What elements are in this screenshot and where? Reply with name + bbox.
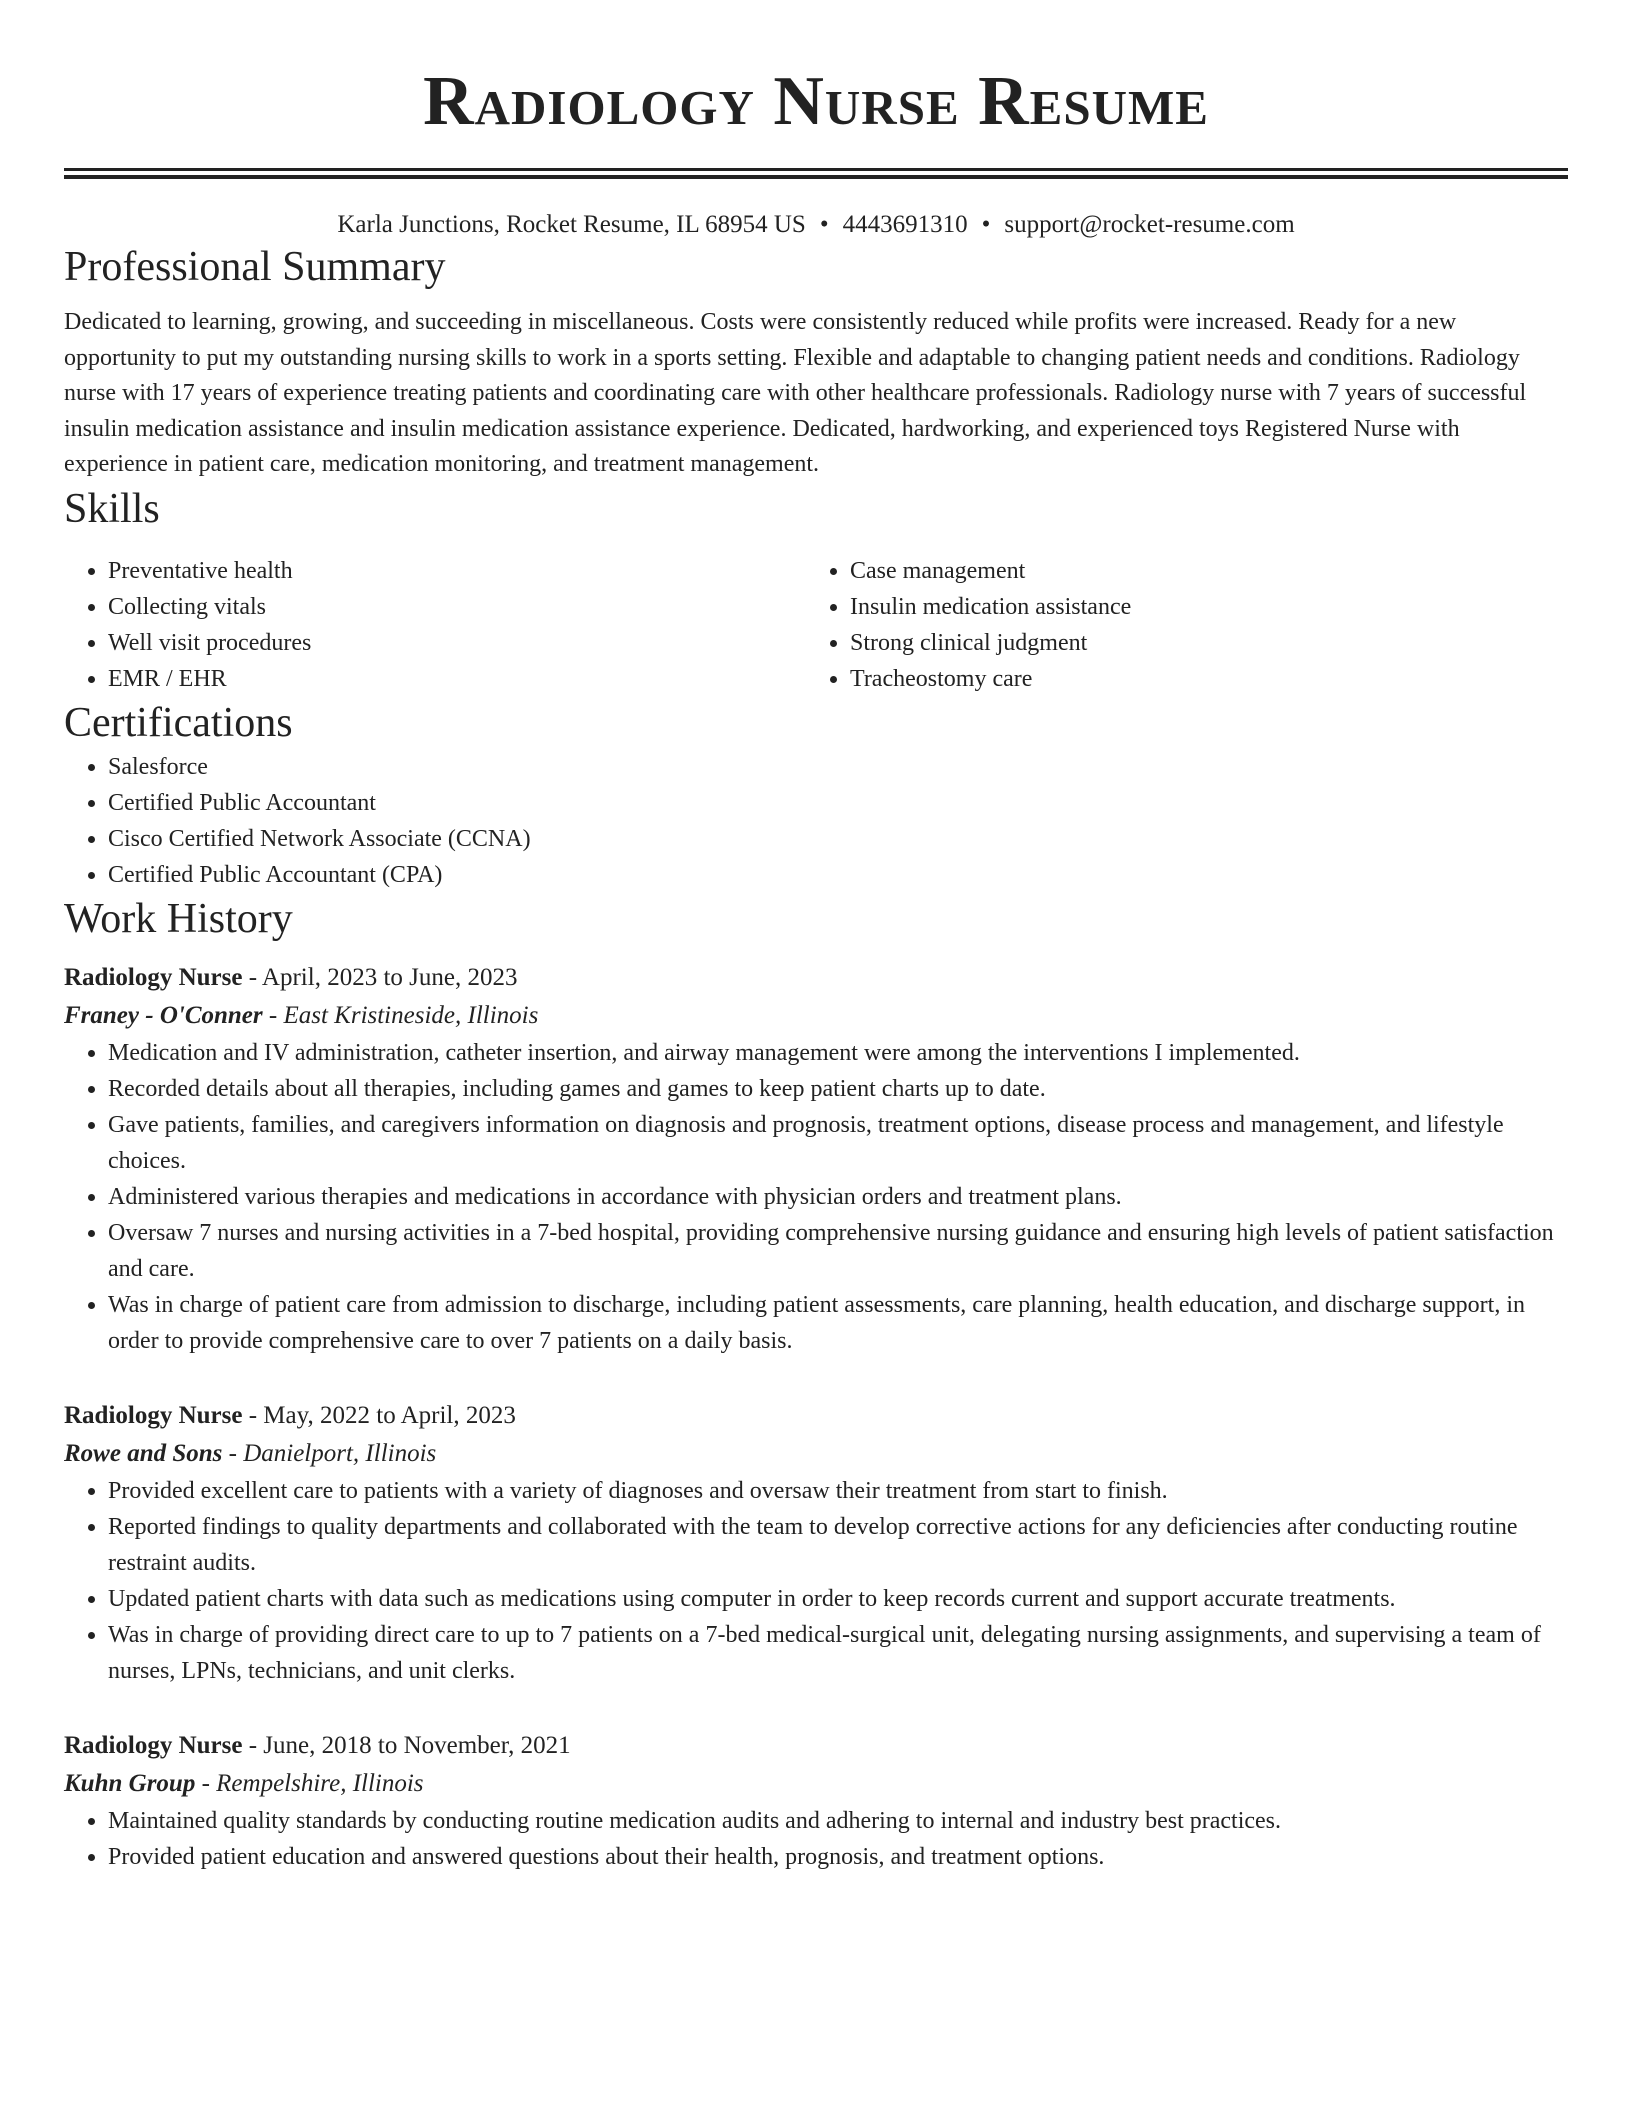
contact-line <box>64 209 1568 241</box>
certification-item: • Certified Public Accountant <box>108 785 1568 821</box>
contact-separator: • <box>819 211 829 238</box>
job-entry <box>64 1727 1568 1875</box>
job-duty: • Was in charge of patient care from admission to discharge, including patient assessments, care planning, health education, and discharge support, in order to provide comprehensive care to over 7 patients on a daily basis. <box>108 1287 1568 1359</box>
title-divider <box>64 168 1568 179</box>
summary-text: Dedicated to learning, growing, and succeeding in miscellaneous. Costs were consistently reduced while profits were increased. Ready for a new opportunity to put my outstanding nursing skills to work in a sports setting. Flexible and adaptable to changing patient needs and conditions. Radiology nurse with 17 years of experience treating patients and coordinating care with other healthcare professionals. Radiology nurse with 7 years of successful insulin medication assistance and insulin medication assistance experience. Dedicated, hardworking, and experienced toys Registered Nurse with experience in patient care, medication monitoring, and treatment management. <box>64 309 1527 477</box>
job-employer <box>64 997 1568 1035</box>
company-location: - Rempelshire, Illinois <box>195 1769 424 1797</box>
job-duty: • Oversaw 7 nurses and nursing activities in a 7-bed hospital, providing comprehensive nursing guidance and ensuring high levels of patient satisfaction and care. <box>108 1215 1568 1287</box>
skill-item: • Well visit procedures <box>108 625 806 661</box>
certification-item: • Certified Public Accountant (CPA) <box>108 857 1568 893</box>
skills-grid <box>64 553 1568 697</box>
skill-item: • Collecting vitals <box>108 589 806 625</box>
certifications-list <box>64 749 1568 893</box>
job-entry <box>64 1397 1568 1689</box>
company-name: Franey - O'Conner <box>64 1001 263 1029</box>
company-location: - Danielport, Illinois <box>222 1439 437 1467</box>
job-title: Radiology Nurse <box>64 1731 243 1759</box>
job-employer <box>64 1435 1568 1473</box>
job-duty: • Recorded details about all therapies, including games and games to keep patient charts up to date. <box>108 1071 1568 1107</box>
skills-list-left <box>64 553 806 697</box>
skill-item: • Preventative health <box>108 553 806 589</box>
job-duty: • Administered various therapies and medications in accordance with physician orders and treatment plans. <box>108 1179 1568 1215</box>
job-duty: • Maintained quality standards by conducting routine medication audits and adhering to internal and industry best practices. <box>108 1803 1568 1839</box>
skill-item: • Case management <box>850 553 1548 589</box>
skill-item: • Tracheostomy care <box>850 661 1548 697</box>
job-duty: • Medication and IV administration, catheter insertion, and airway management were among the interventions I implemented. <box>108 1035 1568 1071</box>
contact-separator: • <box>981 211 991 238</box>
job-title: Radiology Nurse <box>64 963 243 991</box>
job-entry <box>64 959 1568 1359</box>
certification-item: • Salesforce <box>108 749 1568 785</box>
job-duties-list <box>64 1035 1568 1359</box>
skill-item: • Insulin medication assistance <box>850 589 1548 625</box>
resume-page <box>64 0 1568 1875</box>
work-history-heading: Work History <box>64 895 293 942</box>
job-duty: • Provided excellent care to patients with a variety of diagnoses and oversaw their treatment from start to finish. <box>108 1473 1568 1509</box>
contact-phone: 4443691310 <box>842 211 968 238</box>
job-duty: • Updated patient charts with data such as medications using computer in order to keep records current and support accurate treatments. <box>108 1581 1568 1617</box>
skill-item: • EMR / EHR <box>108 661 806 697</box>
job-duty: • Gave patients, families, and caregivers information on diagnosis and prognosis, treatment options, disease process and management, and lifestyle choices. <box>108 1107 1568 1179</box>
skills-column-left <box>64 553 806 697</box>
job-header <box>64 1727 1568 1765</box>
job-header <box>64 959 1568 997</box>
company-name: Rowe and Sons <box>64 1439 223 1467</box>
skill-item: • Strong clinical judgment <box>850 625 1548 661</box>
job-duty: • Provided patient education and answered questions about their health, prognosis, and treatment options. <box>108 1839 1568 1875</box>
job-dates: - May, 2022 to April, 2023 <box>242 1401 516 1429</box>
certification-item: • Cisco Certified Network Associate (CCNA) <box>108 821 1568 857</box>
company-location: - East Kristineside, Illinois <box>262 1001 539 1029</box>
summary-heading: Professional Summary <box>64 244 446 290</box>
company-name: Kuhn Group <box>64 1769 196 1797</box>
resume-title: Radiology Nurse Resume <box>423 63 1209 140</box>
job-duties-list <box>64 1803 1568 1875</box>
certifications-heading: Certifications <box>64 699 293 746</box>
job-dates: - April, 2023 to June, 2023 <box>242 963 518 991</box>
contact-address: Karla Junctions, Rocket Resume, IL 68954 US <box>337 211 806 238</box>
skills-list-right <box>806 553 1548 697</box>
skills-heading: Skills <box>64 485 160 532</box>
job-employer <box>64 1765 1568 1803</box>
job-dates: - June, 2018 to November, 2021 <box>242 1731 571 1759</box>
skills-column-right <box>806 553 1548 697</box>
job-duty: • Reported findings to quality departments and collaborated with the team to develop corrective actions for any deficiencies after conducting routine restraint audits. <box>108 1509 1568 1581</box>
job-header <box>64 1397 1568 1435</box>
job-title: Radiology Nurse <box>64 1401 243 1429</box>
job-duty: • Was in charge of providing direct care to up to 7 patients on a 7-bed medical-surgical unit, delegating nursing assignments, and supervising a team of nurses, LPNs, technicians, and unit clerks. <box>108 1617 1568 1689</box>
job-duties-list <box>64 1473 1568 1689</box>
contact-email: support@rocket-resume.com <box>1004 211 1295 238</box>
